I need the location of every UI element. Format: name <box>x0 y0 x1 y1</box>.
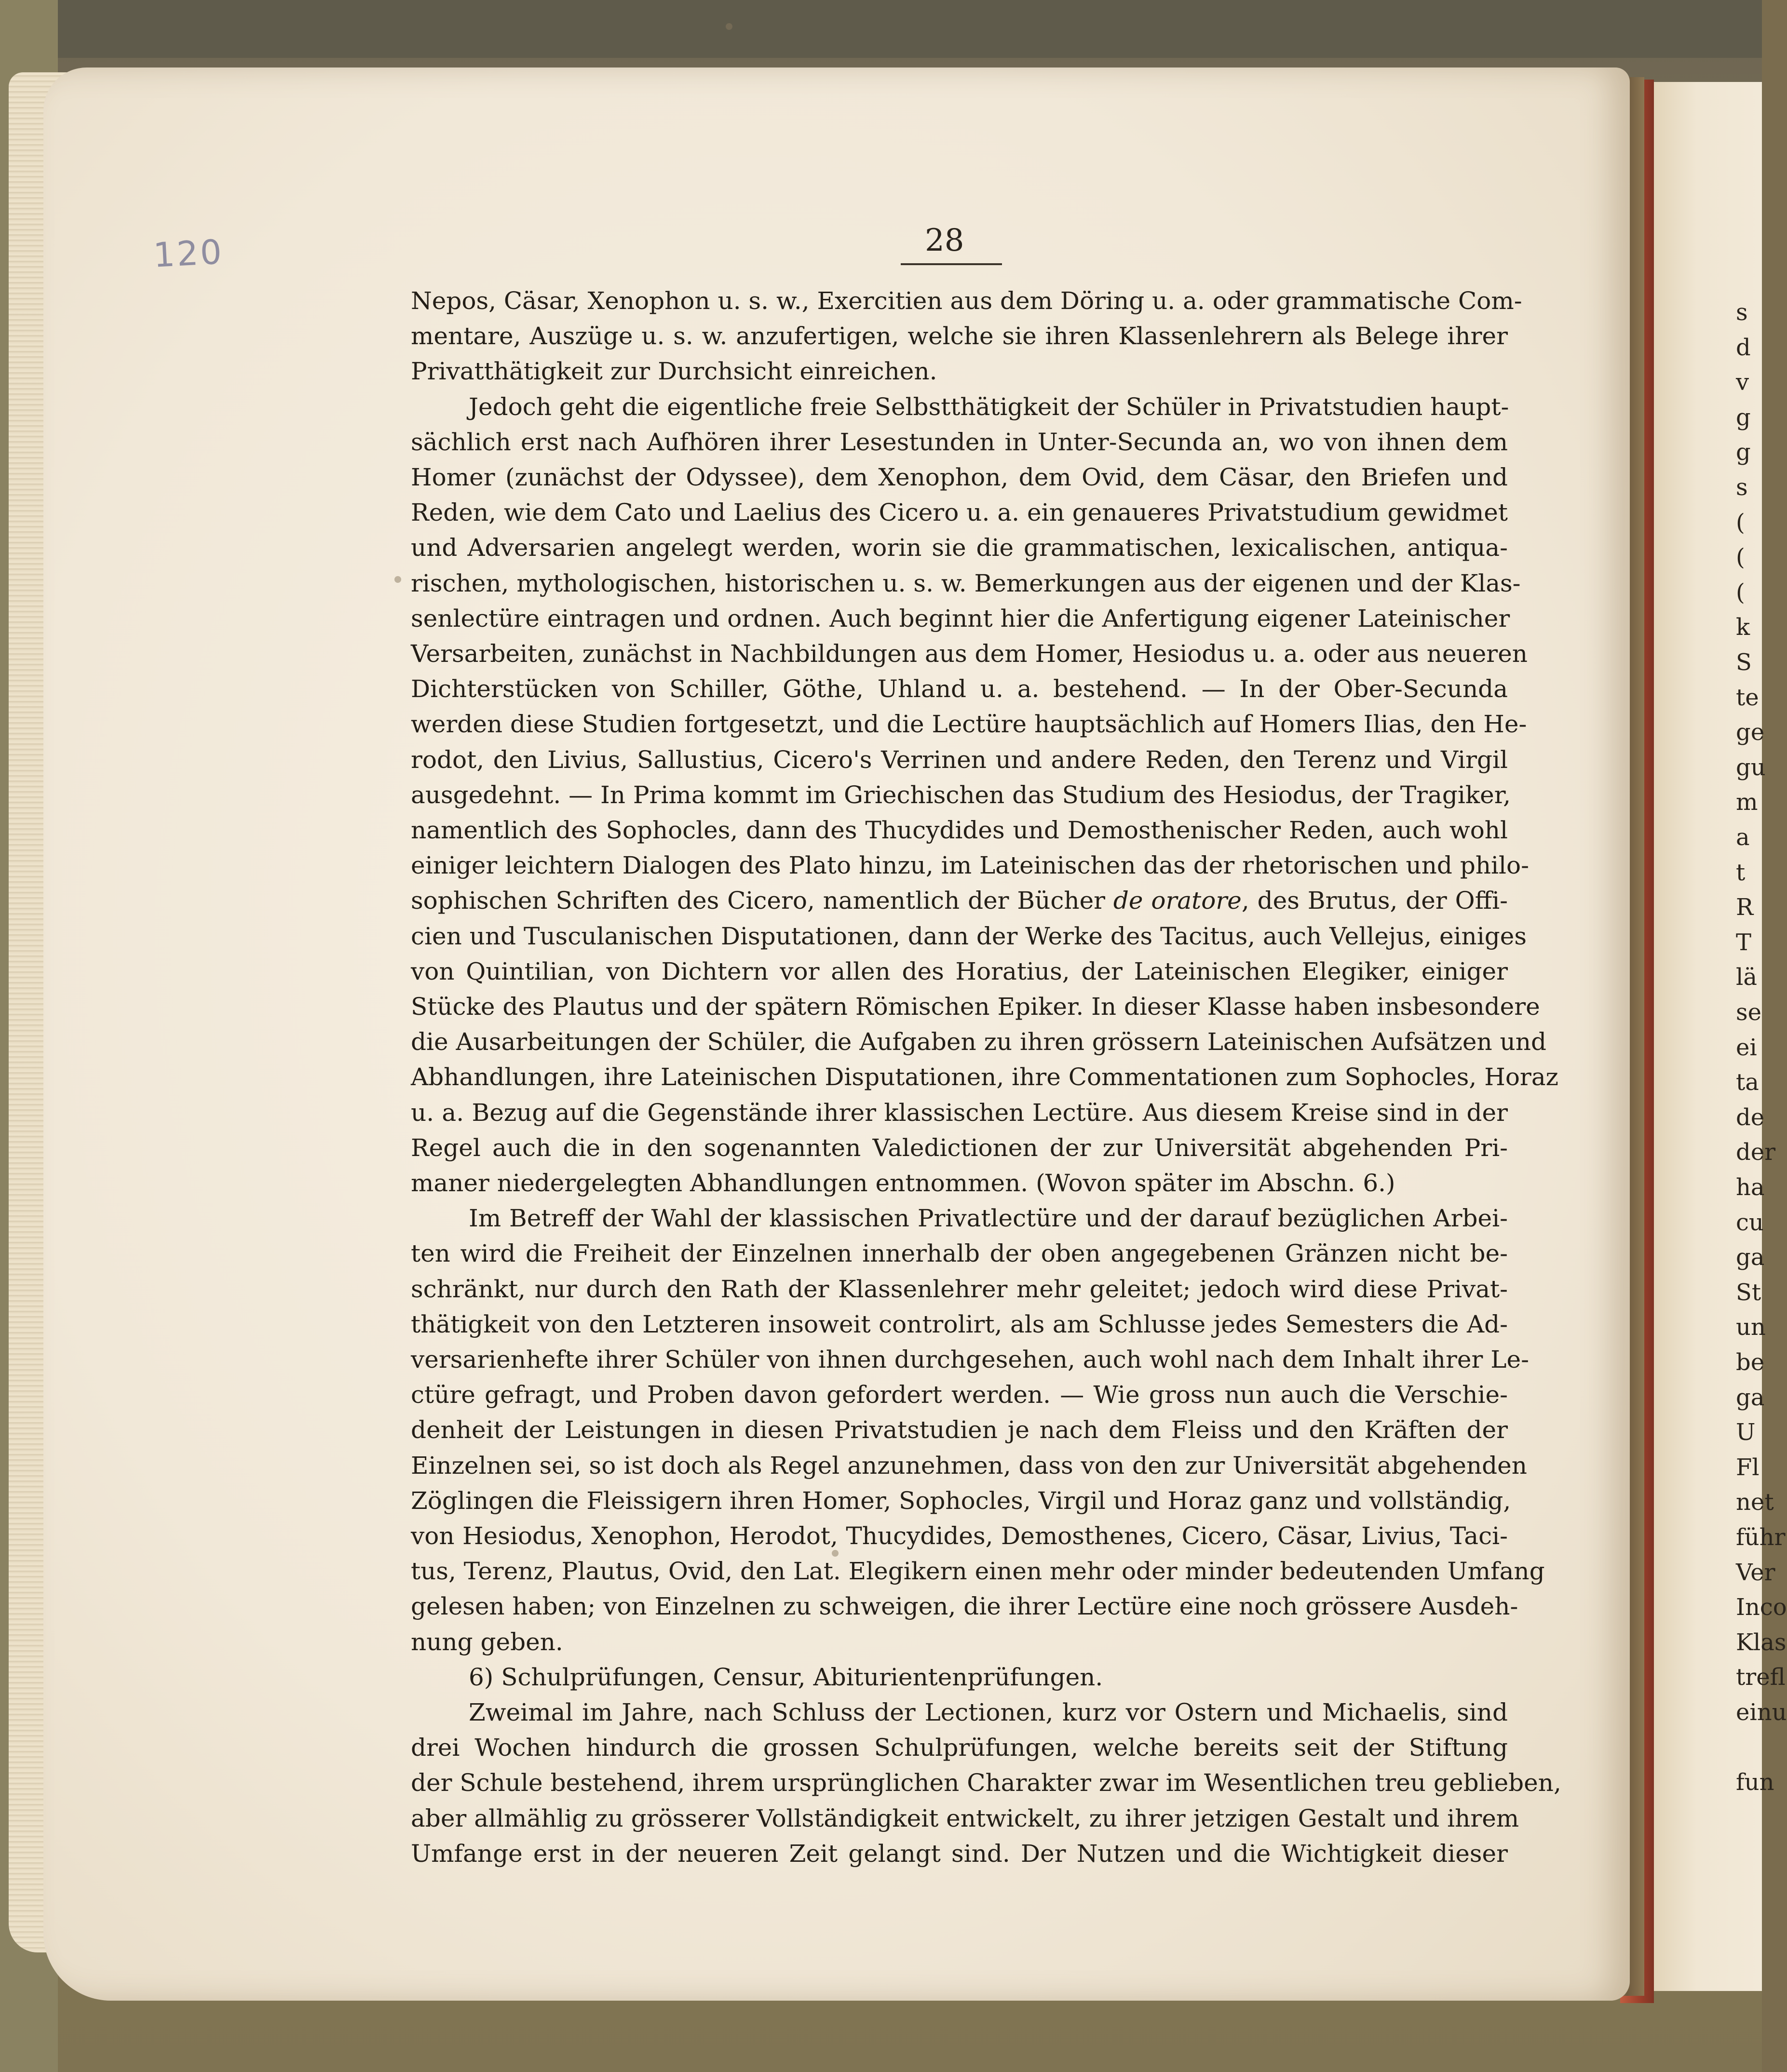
facing-page-fragment: net <box>1736 1489 1774 1516</box>
text-line: Regel auch die in den sogenannten Valedictionen der zur Universität abgehenden Pri- <box>411 1134 1508 1162</box>
text-line: von Hesiodus, Xenophon, Herodot, Thucydides, Demosthenes, Cicero, Cäsar, Livius, Taci- <box>411 1522 1508 1550</box>
text-line: drei Wochen hindurch die grossen Schulprüfungen, welche bereits seit der Stiftung <box>411 1734 1508 1762</box>
text-line: 6) Schulprüfungen, Censur, Abiturientenprüfungen. <box>469 1663 1103 1691</box>
facing-page-fragment: g <box>1736 404 1751 431</box>
facing-page-fragment: ga <box>1736 1384 1765 1411</box>
facing-page-fragment: ( <box>1736 579 1745 606</box>
facing-page-fragment: ( <box>1736 544 1745 571</box>
facing-page-fragment: der <box>1736 1139 1776 1166</box>
text-line: Nepos, Cäsar, Xenophon u. s. w., Exercitien aus dem Döring u. a. oder grammatische Com- <box>411 287 1522 315</box>
facing-page-fragment: Klas <box>1736 1629 1787 1656</box>
facing-page-fragment: R <box>1736 894 1754 921</box>
facing-page-fragment: S <box>1736 649 1752 676</box>
text-line: schränkt, nur durch den Rath der Klassenlehrer mehr geleitet; jedoch wird diese Privat- <box>411 1275 1508 1303</box>
facing-page-fragment: s <box>1736 299 1748 326</box>
facing-page-fragment: a <box>1736 824 1750 851</box>
facing-page-fragment: d <box>1736 334 1751 361</box>
text-line: senlectüre eintragen und ordnen. Auch beginnt hier die Anfertigung eigener Lateinischer <box>411 605 1510 632</box>
facing-page-fragment: k <box>1736 614 1750 641</box>
text-line: Abhandlungen, ihre Lateinischen Disputationen, ihre Commentationen zum Sophocles, Horaz <box>411 1063 1558 1091</box>
page-number: 28 <box>925 223 964 258</box>
text-line: cien und Tusculanischen Disputationen, dann der Werke des Tacitus, auch Vellejus, einiges <box>411 922 1527 950</box>
text-line: die Ausarbeitungen der Schüler, die Aufgaben zu ihren grössern Lateinischen Aufsätzen und <box>411 1028 1546 1056</box>
text-line: ctüre gefragt, und Proben davon gefordert werden. — Wie gross nun auch die Verschie- <box>411 1381 1508 1409</box>
text-line: mentare, Auszüge u. s. w. anzufertigen, welche sie ihren Klassenlehrern als Belege ihrer <box>411 322 1508 350</box>
facing-page-fragment: ei <box>1736 1034 1757 1061</box>
text-line: Einzelnen sei, so ist doch als Regel anzunehmen, dass von den zur Universität abgehenden <box>411 1452 1527 1480</box>
facing-page-fragment: ( <box>1736 509 1745 536</box>
text-line: versarienhefte ihrer Schüler von ihnen durchgesehen, auch wohl nach dem Inhalt ihrer Le- <box>411 1345 1529 1373</box>
text-line: gelesen haben; von Einzelnen zu schweigen, die ihrer Lectüre eine noch grössere Ausdeh- <box>411 1592 1518 1620</box>
text-line: namentlich des Sophocles, dann des Thucydides und Demosthenischer Reden, auch wohl <box>411 816 1508 844</box>
facing-page-fragment: führ <box>1736 1524 1786 1551</box>
facing-page-fragment: St <box>1736 1279 1761 1306</box>
facing-page-fragment: fun <box>1736 1769 1774 1796</box>
facing-page-fragment: s <box>1736 474 1748 501</box>
facing-page-fragment: T <box>1736 929 1752 956</box>
text-line: Im Betreff der Wahl der klassischen Privatlectüre und der darauf bezüglichen Arbei- <box>469 1204 1508 1232</box>
text-line: denheit der Leistungen in diesen Privatstudien je nach dem Fleiss und den Kräften der <box>411 1416 1508 1444</box>
facing-page-fragment: ga <box>1736 1244 1765 1271</box>
text-line: sophischen Schriften des Cicero, namentlich der Bücher de oratore, des Brutus, der Offi- <box>411 887 1508 915</box>
facing-page-fragment: se <box>1736 999 1762 1026</box>
text-line: Versarbeiten, zunächst in Nachbildungen aus dem Homer, Hesiodus u. a. oder aus neueren <box>411 640 1528 668</box>
text-line: Homer (zunächst der Odyssee), dem Xenophon, dem Ovid, dem Cäsar, den Briefen und <box>411 463 1508 491</box>
text-line: sächlich erst nach Aufhören ihrer Lesestunden in Unter-Secunda an, wo von ihnen dem <box>411 428 1508 456</box>
facing-page-fragment: Fl <box>1736 1454 1760 1481</box>
header-rule <box>901 263 1002 265</box>
background-card-top <box>0 0 1762 58</box>
text-line: tus, Terenz, Plautus, Ovid, den Lat. Elegikern einen mehr oder minder bedeutenden Umfang <box>411 1557 1545 1585</box>
text-line: Umfange erst in der neueren Zeit gelangt sind. Der Nutzen und die Wichtigkeit dieser <box>411 1840 1508 1868</box>
facing-page-fragment: de <box>1736 1104 1765 1131</box>
facing-page-fragment: m <box>1736 789 1758 816</box>
text-line: von Quintilian, von Dichtern vor allen des Horatius, der Lateinischen Elegiker, einiger <box>411 957 1508 985</box>
text-line: rodot, den Livius, Sallustius, Cicero's Verrinen und andere Reden, den Terenz und Virgil <box>411 746 1508 774</box>
text-line: u. a. Bezug auf die Gegenstände ihrer klassischen Lectüre. Aus diesem Kreise sind in der <box>411 1099 1508 1127</box>
text-line: Zweimal im Jahre, nach Schluss der Lectionen, kurz vor Ostern und Michaelis, sind <box>469 1698 1508 1726</box>
text-line: nung geben. <box>411 1628 563 1656</box>
facing-page-fragment: t <box>1736 859 1746 886</box>
facing-page-fragment: g <box>1736 439 1751 466</box>
facing-page-fragment: U <box>1736 1419 1756 1446</box>
facing-page-fragment: te <box>1736 684 1759 711</box>
page-speck <box>832 1550 839 1557</box>
text-line: werden diese Studien fortgesetzt, und die Lectüre hauptsächlich auf Homers Ilias, den He- <box>411 710 1527 738</box>
text-line: ten wird die Freiheit der Einzelnen innerhalb der oben angegebenen Gränzen nicht be- <box>411 1239 1508 1267</box>
text-line: Zöglingen die Fleissigern ihren Homer, Sophocles, Virgil und Horaz ganz und vollständig, <box>411 1487 1511 1515</box>
facing-page-fragment: Inco <box>1736 1594 1787 1621</box>
facing-page-fragment: gu <box>1736 754 1766 781</box>
facing-page-fragment: ge <box>1736 719 1765 746</box>
text-line: einiger leichtern Dialogen des Plato hinzu, im Lateinischen das der rhetorischen und philo- <box>411 851 1530 879</box>
text-line: maner niedergelegten Abhandlungen entnommen. (Wovon später im Abschn. 6.) <box>411 1169 1395 1197</box>
page-speck <box>726 23 732 30</box>
facing-page-fragment: cu <box>1736 1209 1764 1236</box>
text-line: rischen, mythologischen, historischen u. s. w. Bemerkungen aus der eigenen und der Klas- <box>411 569 1521 597</box>
text-line: aber allmählig zu grösserer Vollständigkeit entwickelt, zu ihrer jetzigen Gestalt und ihrem <box>411 1804 1519 1832</box>
facing-page-fragment: be <box>1736 1349 1765 1376</box>
text-line: Privatthätigkeit zur Durchsicht einreichen. <box>411 357 937 385</box>
text-line: ausgedehnt. — In Prima kommt im Griechischen das Studium des Hesiodus, der Tragiker, <box>411 781 1511 809</box>
facing-page-fragment: v <box>1736 369 1749 396</box>
text-line: Jedoch geht die eigentliche freie Selbstthätigkeit der Schüler in Privatstudien haupt- <box>469 393 1509 421</box>
facing-page-fragment: ta <box>1736 1069 1759 1096</box>
facing-page-fragment: Ver <box>1736 1559 1775 1586</box>
pencil-annotation: 120 <box>152 232 225 275</box>
facing-page-fragment: ha <box>1736 1174 1765 1201</box>
facing-page-fragment: lä <box>1736 964 1757 991</box>
facing-page-fragment: un <box>1736 1314 1766 1341</box>
text-line: Reden, wie dem Cato und Laelius des Cicero u. a. ein genaueres Privatstudium gewidmet <box>411 498 1508 526</box>
text-line: Stücke des Plautus und der spätern Römischen Epiker. In dieser Klasse haben insbesondere <box>411 993 1540 1021</box>
text-line: und Adversarien angelegt werden, worin sie die grammatischen, lexicalischen, antiqua- <box>411 534 1508 562</box>
page-speck <box>394 576 401 583</box>
text-line: der Schule bestehend, ihrem ursprünglichen Charakter zwar im Wesentlichen treu geblieben, <box>411 1769 1561 1797</box>
facing-page-fragment: trefl <box>1736 1664 1786 1691</box>
facing-page-fragment: einu <box>1736 1699 1787 1726</box>
text-line: thätigkeit von den Letzteren insoweit controlirt, als am Schlusse jedes Semesters die Ad- <box>411 1310 1508 1338</box>
text-line: Dichterstücken von Schiller, Göthe, Uhland u. a. bestehend. — In der Ober-Secunda <box>411 675 1508 703</box>
